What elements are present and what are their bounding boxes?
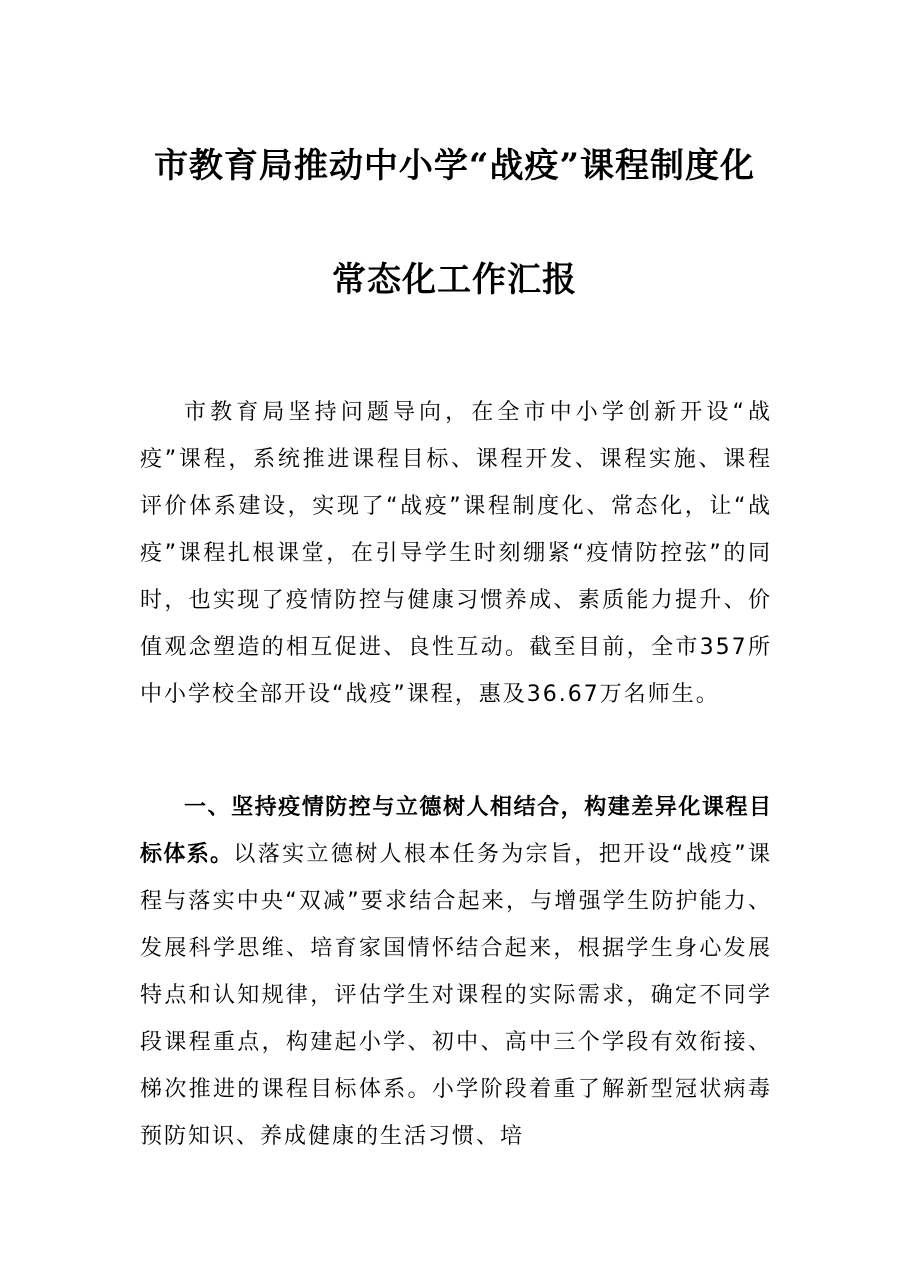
document-title-line1: 市教育局推动中小学“战疫”课程制度化 [153, 146, 756, 186]
intro-paragraph: 市教育局坚持问题导向，在全市中小学创新开设“战疫”课程，系统推进课程目标、课程开发、课程实施、课程评价体系建设，实现了“战疫”课程制度化、常态化，让“战疫”课程扎根课堂，在引导学生时刻绷紧“疫情防控弦”的同时，也实现了疫情防控与健康习惯养成、素质能力提升、价值观念塑造的相互促进、良性互动。截至目前，全市357所中小学校全部开设“战疫”课程，惠及36.67万名师生。 [140, 400, 772, 707]
document-title-line2: 常态化工作汇报 [332, 260, 577, 300]
section1-body: 以落实立德树人根本任务为宗旨，把开设“战疫”课程与落实中央“双减”要求结合起来，与增强学生防护能力、发展科学思维、培育家国情怀结合起来，根据学生身心发展特点和认知规律，评估学生对课程的实际需求，确定不同学段课程重点，构建起小学、初中、高中三个学段有效衔接、梯次推进的课程目标体系。小学阶段着重了解新型冠状病毒预防知识、养成健康的生活习惯、培 [140, 842, 772, 1149]
section1-heading: 一、坚持疫情防控与立德树人相结合，构建差异化课程目标体系。 [140, 794, 772, 867]
section1-paragraph [140, 784, 772, 1160]
